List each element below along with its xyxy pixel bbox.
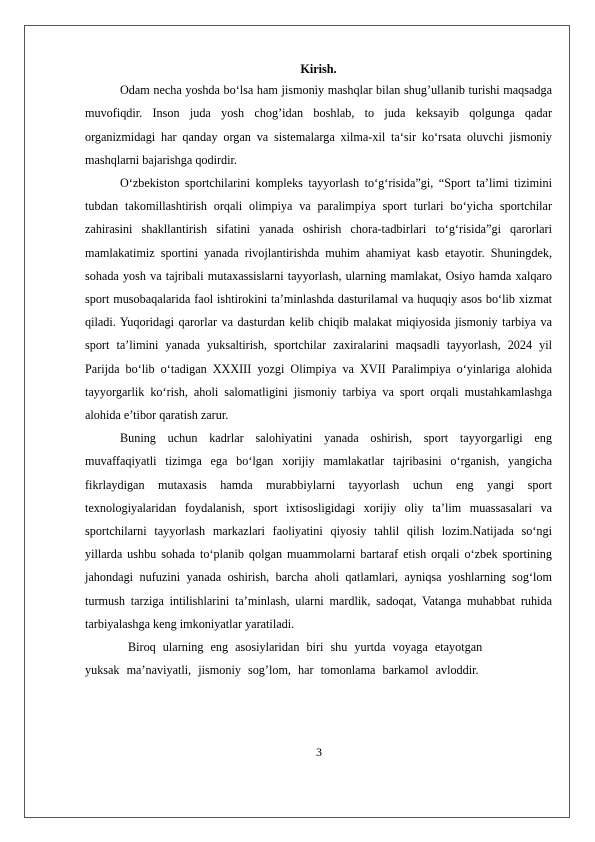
closing-line-1: Biroq ularning eng asosiylaridan biri shu yurtda voyaga etayotgan — [128, 640, 483, 655]
document-title: Kirish. — [300, 62, 337, 76]
paragraph-intro: Odam necha yoshda bo‘lsa ham jismoniy mashqlar bilan shug’ullanib turishi maqsadga muvofiqdir. Inson juda yosh chog’idan boshlab, to juda keksayib qolgunga qadar organizmidagi har qanday organ va sistemalarga xilma-xil ta‘sir ko‘rsata oluvchi jismoniy mashqlarni bajarishga qodirdir. — [85, 83, 552, 167]
paragraph-decrees: O‘zbekiston sportchilarini kompleks tayyorlash to‘g‘risida”gi, “Sport ta’limi tizimini tubdan takomillashtirish orqali olimpiya va paralimpiya sport turlari bo‘yicha sportchilar zahirasini shakllantirish sifatini yanada oshirish chora-tadbirlari to‘g‘risida”gi qarorlari mamlakatimiz sportini yanada rivojlantirishda muhim ahamiyat kasb etayotir. Shuningdek, sohada yosh va tajribali mutaxassislarni tayyorlash, ularning mamlakat, Osiyo hamda xalqaro sport musobaqalarida faol ishtirokini ta’minlashda dasturilamal va huquqiy asos bo‘lib xizmat qiladi. Yuqoridagi qarorlar va dasturdan kelib chiqib malakat miqiyosida jismoniy tarbiya va sport ta’limini yanada yuksaltirish, sportchilar zaxiralarini maqsadli tayyorlash, 2024 yil Parijda bo‘lib o‘tadigan XXXIII yozgi Olimpiya va XVII Paralimpiya o‘yinlariga alohida tayyorgarlik ko‘rish, aholi salomatligini jismoniy tarbiya va sport orqali mustahkamlashga alohida e’tibor qaratish zarur. — [85, 176, 552, 423]
page-number: 3 — [316, 745, 322, 759]
closing-line-2: yuksak ma’naviyatli, jismoniy sog’lom, har tomonlama barkamol avloddir. — [85, 663, 479, 678]
paragraph-personnel: Buning uchun kadrlar salohiyatini yanada oshirish, sport tayyorgarligi eng muvaffaqiyatli tizimga ega bo‘lgan xorijiy mamlakatlar tajribasini o‘rganish, yangicha fikrlaydigan mutaxasis hamda murabbiylarni tayyorlash uchun eng yangi sport texnologiyalaridan foydalanish, sport ixtisosligidagi xorijiy oliy ta’lim muassasalari va sportchilarni tayyorlash markazlari faoliyatini qiyosiy tahlil qilish lozim.Natijada so‘ngi yillarda ushbu sohada to‘planib qolgan muammolarni bartaraf etish orqali o‘zbek sportining jahondagi nufuzini yanada oshirish, barcha aholi qatlamlari, ayniqsa yoshlarning sog‘lom turmush tarziga intilishlarini ta’minlash, ularni mardlik, sadoqat, Vatanga muhabbat ruhida tarbiyalashga keng imkoniyatlar yaratiladi. — [85, 431, 552, 631]
document-body — [85, 56, 552, 682]
